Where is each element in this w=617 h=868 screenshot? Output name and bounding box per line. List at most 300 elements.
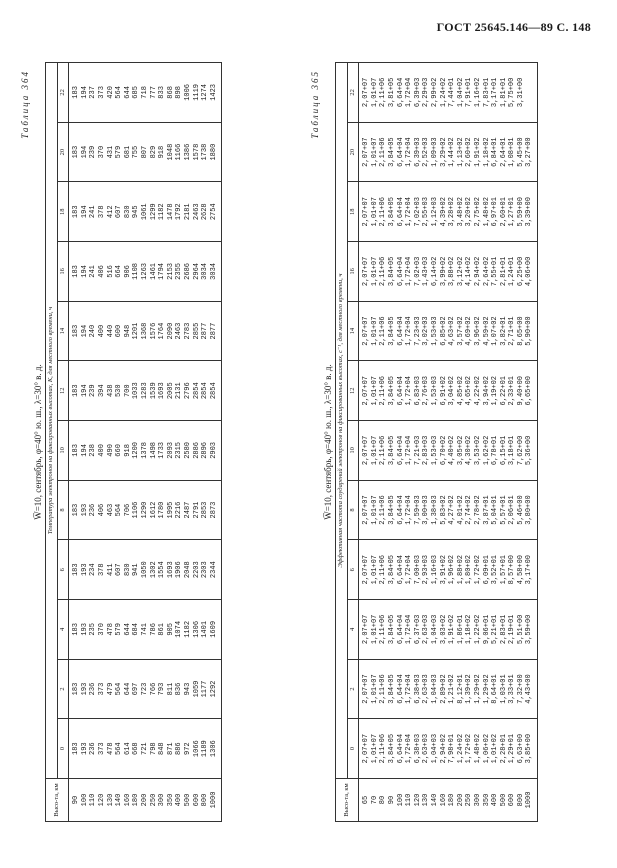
table-365 [335,62,538,822]
cell-value: 685 [132,86,141,99]
cell-value: 721 [140,742,149,755]
cell-value: 723 [140,682,149,696]
cell-value: 4,59+02 [482,316,491,346]
cell-value: 564 [115,503,124,517]
cell-value: 1166 [175,143,184,161]
cell-value: 6,39+03 [413,77,422,108]
cell-value: 406 [97,503,106,517]
value-column [69,122,222,182]
cell-value: 3,94+02 [482,376,491,406]
cell-value: 1,81+01 [499,77,508,108]
cell-value: 684 [132,623,141,636]
cell-value: 7,59+03 [413,495,422,525]
cell-value: 3,48+02 [456,197,465,227]
cell-value: 2783 [183,322,192,340]
cell-value: 3,80+00 [525,495,534,525]
cell-value: 8,12+01 [456,674,465,704]
hour-header: 8 [57,480,69,540]
cell-value: 490 [106,444,115,457]
cell-value: 2181 [183,203,192,221]
cell-value: 238 [89,444,98,457]
cell-value: 7,91+01 [465,77,474,108]
cell-value: 239 [89,145,98,159]
cell-value: 6,64+04 [396,137,405,167]
cell-value: 3,39+00 [525,197,534,227]
cell-value: 1,88+02 [456,555,465,585]
cell-value: 1733 [158,441,167,459]
cell-value: 2854 [192,382,201,400]
cell-value: 1764 [158,322,167,340]
cell-value: 2886 [192,441,201,459]
cell-value: 700 [123,384,132,398]
value-column [359,480,538,540]
cell-value: 906 [123,265,132,278]
cell-value: 1906 [175,561,184,579]
cell-value: 1,43+03 [422,256,431,287]
cell-value: 1386 [183,143,192,161]
cell-value: 193 [80,682,89,696]
cell-value: 4,30+02 [465,435,474,466]
cell-value: 2344 [209,561,218,579]
cell-value: 1108 [132,263,141,280]
cell-value: 2,07+07 [362,137,371,167]
cell-value: 1,48+02 [473,733,482,764]
cell-value: 766 [149,682,158,696]
cell-value: 530 [115,384,124,398]
cell-value: 3,84+05 [387,495,396,525]
cell-value: 7,32+00 [516,674,525,704]
cell-value: 1292 [209,680,218,698]
cell-value: 4,27+02 [448,495,457,525]
cell-value: 4,06+00 [525,256,534,287]
cell-value: 406 [97,265,106,278]
height-value: 65 [362,795,371,805]
cell-value: 972 [183,742,192,755]
cell-value: 1,96+02 [448,555,457,585]
cell-value: 1,01+07 [370,197,379,227]
cell-value: 2,11+06 [379,674,388,704]
cell-value: 4,22+02 [473,376,482,406]
cell-value: 1119 [192,83,201,101]
cell-value: 2877 [209,322,218,340]
height-value: 800 [516,793,525,807]
cell-value: 1423 [209,83,218,101]
height-value: 90 [387,795,396,805]
cell-value: 898 [175,86,184,99]
cell-value: 1,16+02 [473,77,482,108]
cell-value: 607 [115,205,124,219]
hour-header: 14 [347,301,359,361]
cell-value: 2,11+06 [379,555,388,585]
cell-value: 5,57+01 [499,495,508,525]
cell-value: 2964 [192,263,201,280]
cell-value: 479 [106,682,115,696]
cell-value: 8,65+00 [516,316,525,346]
cell-value: 3,33+01 [508,674,517,704]
cell-value: 1995 [166,501,175,519]
cell-value: 2487 [183,501,192,519]
cell-value: 2854 [209,382,218,400]
cell-value: 5,21+01 [491,614,500,645]
cell-value: 1,01+07 [370,77,379,108]
cell-value: 1106 [132,501,141,519]
cell-value: 793 [158,682,167,696]
cell-value: 664 [115,265,124,278]
height-value: 180 [132,793,141,807]
cell-value: 861 [158,623,167,636]
cell-value: 1,06+02 [482,733,491,764]
table-365-title: W̅=10, сентябрь, φ=40° ю. ш., λ=30° в. д. [323,364,333,520]
cell-value: 6,64+04 [396,256,405,287]
hour-header: 6 [347,540,359,600]
cell-value: 2,19+01 [508,614,517,645]
cell-value: 1478 [166,203,175,221]
cell-value: 378 [97,563,106,577]
cell-value: 1066 [192,740,201,758]
height-value: 100 [396,793,405,807]
value-column [69,480,222,540]
cell-value: 478 [106,623,115,636]
cell-value: 798 [149,742,158,755]
cell-value: 4,14+02 [465,256,474,287]
hour-header: 18 [57,182,69,242]
cell-value: 2,81+01 [499,256,508,287]
cell-value: 1,72+04 [405,137,414,167]
cell-value: 918 [158,145,167,159]
cell-value: 1780 [158,501,167,519]
cell-value: 579 [115,145,124,159]
cell-value: 1290 [140,501,149,519]
cell-value: 1,01+07 [370,137,379,167]
cell-value: 1302 [149,561,158,579]
cell-value: 3,03+02 [439,614,448,645]
cell-value: 6,64+04 [396,614,405,645]
cell-value: 706 [123,503,132,517]
cell-value: 697 [132,682,141,696]
cell-value: 1,01+07 [370,435,379,466]
cell-value: 183 [72,205,81,219]
cell-value: 1,39+02 [465,674,474,704]
cell-value: 2203 [192,561,201,579]
cell-value: 378 [97,205,106,219]
cell-value: 9,06+01 [482,614,491,645]
cell-value: 2,07+07 [362,614,371,645]
height-value: 80 [379,795,388,805]
value-column [69,600,222,660]
cell-value: 1,48+02 [482,197,491,227]
cell-value: 6,64+04 [396,435,405,466]
page-header: ГОСТ 25645.146—89 С. 148 [436,20,591,34]
cell-value: 1,53+03 [430,435,439,466]
hour-header: 22 [347,63,359,123]
cell-value: 1,07+02 [491,316,500,346]
cell-value: 3,87+01 [482,495,491,525]
cell-value: 400 [97,324,106,338]
cell-value: 412 [106,205,115,219]
hour-header: 4 [347,600,359,660]
cell-value: 6,83+03 [413,376,422,406]
height-value: 300 [158,793,167,807]
cell-value: 1,01+07 [370,316,379,346]
cell-value: 183 [72,145,81,159]
cell-value: 833 [158,86,167,99]
height-value: 250 [465,793,474,807]
hour-header: 16 [347,242,359,302]
cell-value: 2853 [201,501,210,519]
cell-value: 3,00+03 [422,495,431,525]
cell-value: 2,11+06 [379,376,388,406]
cell-value: 1,62+02 [482,435,491,466]
cell-value: 830 [123,205,132,219]
height-header: Высо-та, км [46,779,69,822]
cell-value: 2,55+03 [422,197,431,227]
cell-value: 411 [106,563,115,577]
cell-value: 1,01+07 [370,555,379,585]
cell-value: 3,84+05 [387,316,396,346]
cell-value: 6,64+04 [396,555,405,585]
cell-value: 5,51+00 [516,614,525,645]
cell-value: 2855 [192,322,201,340]
height-value: 400 [491,793,500,807]
cell-value: 1,44+02 [448,137,457,167]
cell-value: 2,83+01 [499,614,508,645]
cell-value: 868 [166,86,175,99]
height-value: 200 [140,793,149,807]
cell-value: 681 [123,145,132,159]
cell-value: 579 [115,623,124,636]
cell-value: 786 [149,623,158,636]
cell-value: 2,75+02 [473,197,482,227]
cell-value: 3,84+05 [387,137,396,167]
cell-value: 1693 [158,382,167,400]
cell-value: 240 [89,324,98,338]
cell-value: 6,25+00 [516,256,525,287]
cell-value: 2,60+02 [465,137,474,167]
value-column [359,182,538,242]
cell-value: 1,72+04 [405,256,414,287]
cell-value: 463 [106,503,115,517]
cell-value: 420 [106,86,115,99]
cell-value: 2,11+06 [379,316,388,346]
cell-value: 1299 [149,203,158,221]
cell-value: 4,43+00 [525,674,534,704]
value-column [359,659,538,719]
cell-value: 400 [97,444,106,457]
height-value: 200 [456,793,465,807]
cell-value: 2896 [201,441,210,459]
cell-value: 3,27+00 [525,137,534,167]
cell-value: 2,07+07 [362,197,371,227]
cell-value: 194 [80,324,89,338]
cell-value: 1,04+03 [430,614,439,645]
cell-value: 3,57+02 [456,316,465,346]
hour-header: 8 [347,480,359,540]
cell-value: 2,78+02 [473,495,482,525]
cell-value: 741 [140,623,149,636]
cell-value: 1693 [166,561,175,579]
cell-value: 660 [115,444,124,457]
hours-row [57,63,69,822]
cell-value: 2,28+01 [499,733,508,764]
cell-value: 6,65+00 [525,376,534,406]
cell-value: 1498 [149,441,158,459]
cell-value: 6,85+02 [439,316,448,346]
cell-value: 5,46+00 [516,495,525,525]
cell-value: 4,58+00 [516,555,525,585]
cell-value: 3,17+00 [525,555,534,585]
height-value: 250 [149,793,158,807]
height-value: 180 [448,793,457,807]
cell-value: 237 [89,86,98,99]
cell-value: 1,72+04 [405,495,414,525]
cell-value: 2,07+07 [362,77,371,108]
cell-value: 7,00+03 [413,555,422,585]
cell-value: 1,91+02 [448,614,457,645]
height-value: 120 [413,793,422,807]
cell-value: 2,63+03 [422,674,431,704]
cell-value: 236 [89,682,98,696]
cell-value: 2,11+06 [379,495,388,525]
cell-value: 2303 [201,561,210,579]
height-value: 100 [80,793,89,807]
cell-value: 7,23+03 [413,316,422,346]
cell-value: 2,76+03 [422,376,431,406]
cell-value: 1200 [132,441,141,459]
cell-value: 2,83+03 [422,435,431,466]
height-value: 1000 [525,791,534,809]
cell-value: 2,94+02 [439,733,448,764]
cell-value: 2048 [183,561,192,579]
cell-value: 5,83+02 [439,495,448,525]
cell-value: 1,22+02 [473,614,482,645]
cell-value: 3,84+05 [387,674,396,704]
cell-value: 2005 [166,382,175,400]
cell-value: 1061 [140,203,149,221]
cell-value: 1,13+02 [456,137,465,167]
cell-value: 2463 [175,322,184,340]
cell-value: 194 [80,384,89,398]
hour-header: 6 [57,540,69,600]
cell-value: 1,57+01 [499,555,508,585]
cell-value: 2854 [201,382,210,400]
cell-value: 1461 [149,263,158,280]
cell-value: 829 [149,145,158,159]
cell-value: 6,14+02 [430,256,439,287]
cell-value: 2791 [192,501,201,519]
height-value: 800 [201,793,210,807]
cell-value: 1,01+07 [370,674,379,704]
cell-value: 1,53+03 [430,376,439,406]
table-365-caption: Таблица 365 [310,70,320,139]
cell-value: 5,90+00 [525,316,534,346]
hour-header: 20 [57,122,69,182]
cell-value: 4,39+02 [439,197,448,227]
cell-value: 2,07+07 [362,674,371,704]
hour-header: 4 [57,600,69,660]
table-364-title: W̅=10, сентябрь, φ=40° ю. ш., λ=30° в. д. [33,364,43,520]
cell-value: 183 [72,563,81,577]
cell-value: 6,64+04 [396,77,405,108]
cell-value: 644 [123,623,132,636]
table-row [69,63,222,822]
cell-value: 370 [97,623,106,636]
cell-value: 7,02+03 [413,256,422,287]
cell-value: 194 [80,145,89,159]
cell-value: 6,78+01 [491,435,500,466]
hour-header: 0 [347,719,359,779]
hour-header: 2 [57,659,69,719]
cell-value: 516 [106,265,115,278]
cell-value: 183 [72,324,81,338]
cell-value: 183 [72,444,81,457]
cell-value: 5,36+00 [525,435,534,466]
value-column [69,719,222,779]
cell-value: 1263 [140,263,149,280]
hour-header: 12 [57,361,69,421]
cell-value: 1048 [166,143,175,161]
height-value: 90 [72,795,81,805]
value-column [359,719,538,779]
cell-value: 564 [115,742,124,755]
cell-value: 183 [72,623,81,636]
cell-value: 1050 [140,561,149,579]
cell-value: 373 [97,742,106,755]
cell-value: 2355 [175,263,184,280]
cell-value: 6,15+01 [499,435,508,466]
cell-value: 2,11+06 [379,614,388,645]
cell-value: 2,11+06 [379,256,388,287]
cell-value: 2,63+03 [422,614,431,645]
cell-value: 183 [72,384,81,398]
cell-value: 2,93+03 [422,555,431,585]
cell-value: 1,24+02 [439,77,448,108]
height-value: 600 [192,793,201,807]
cell-value: 1059 [192,680,201,698]
cell-value: 777 [149,86,158,99]
value-column [359,122,538,182]
cell-value: 1576 [149,322,158,340]
value-column [69,540,222,600]
cell-value: 564 [115,86,124,99]
height-value: 160 [439,793,448,807]
cell-value: 2216 [175,501,184,519]
cell-value: 1189 [201,740,210,758]
cell-value: 373 [97,86,106,99]
value-column [69,182,222,242]
cell-value: 1306 [192,620,201,638]
cell-value: 3,53+02 [473,435,482,466]
cell-value: 7,83+01 [482,77,491,108]
cell-value: 945 [132,205,141,219]
cell-value: 2,52+03 [422,137,431,167]
cell-value: 3034 [209,263,218,280]
cell-value: 2,07+07 [362,376,371,406]
cell-value: 1,01+07 [370,256,379,287]
cell-value: 905 [166,623,175,636]
cell-value: 2,06+01 [508,495,517,525]
cell-value: 2,11+06 [379,197,388,227]
cell-value: 2,29+03 [422,77,431,108]
cell-value: 6,91+02 [439,376,448,406]
cell-value: 1306 [209,740,218,758]
cell-value: 1,53+03 [430,316,439,346]
cell-value: 1,72+04 [405,733,414,764]
cell-value: 3,82+01 [499,316,508,346]
cell-value: 1792 [175,203,184,221]
cell-value: 1201 [132,322,141,340]
cell-value: 3,99+02 [439,256,448,287]
cell-value: 807 [140,145,149,159]
